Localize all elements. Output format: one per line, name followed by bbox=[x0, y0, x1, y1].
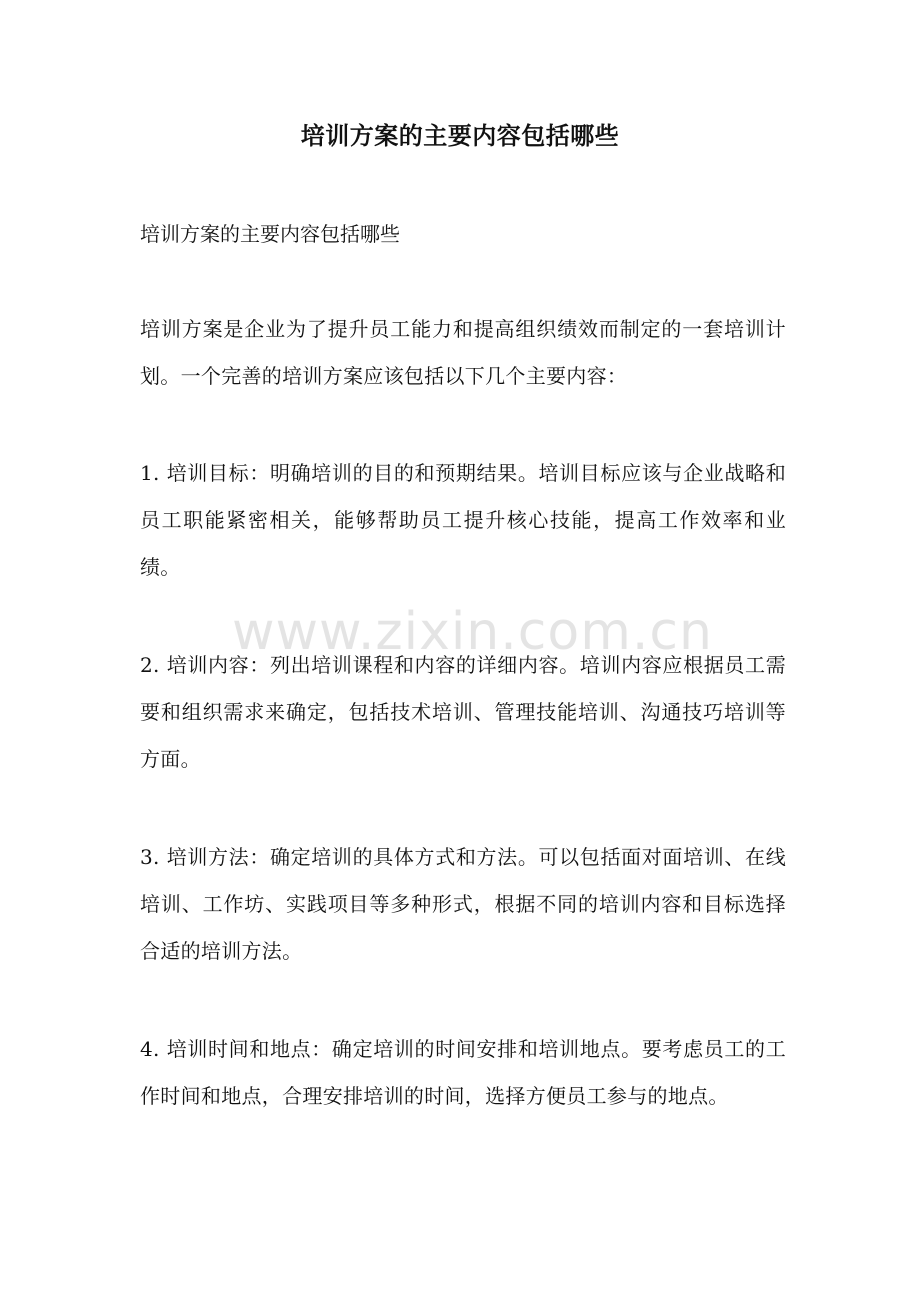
paragraph-training-goals: 1. 培训目标：明确培训的目的和预期结果。培训目标应该与企业战略和员工职能紧密相关，能够帮助员工提升核心技能，提高工作效率和业绩。 bbox=[140, 461, 786, 579]
document-subtitle: 培训方案的主要内容包括哪些 bbox=[140, 222, 400, 246]
watermark: www.zixin.com.cn bbox=[232, 602, 713, 662]
document-title: 培训方案的主要内容包括哪些 bbox=[300, 121, 620, 150]
paragraph-training-content: 2. 培训内容：列出培训课程和内容的详细内容。培训内容应根据员工需要和组织需求来确定，包括技术培训、管理技能培训、沟通技巧培训等方面。 bbox=[140, 653, 786, 771]
paragraph-training-time-location: 4. 培训时间和地点：确定培训的时间安排和培训地点。要考虑员工的工作时间和地点，合理安排培训的时间，选择方便员工参与的地点。 bbox=[140, 1037, 786, 1108]
paragraph-intro: 培训方案是企业为了提升员工能力和提高组织绩效而制定的一套培训计划。一个完善的培训方案应该包括以下几个主要内容： bbox=[140, 317, 786, 388]
paragraph-training-methods: 3. 培训方法：确定培训的具体方式和方法。可以包括面对面培训、在线培训、工作坊、实践项目等多种形式，根据不同的培训内容和目标选择合适的培训方法。 bbox=[140, 845, 786, 963]
